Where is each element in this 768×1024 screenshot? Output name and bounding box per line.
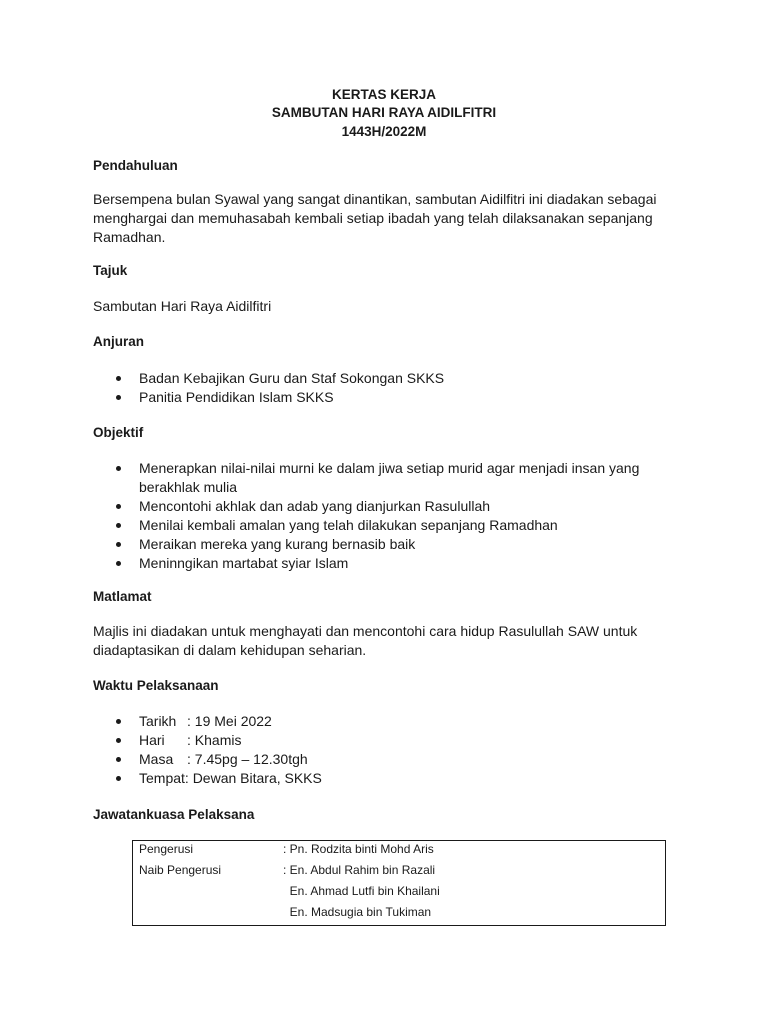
- committee-name: : Pn. Rodzita binti Mohd Aris: [283, 842, 434, 856]
- committee-role: Naib Pengerusi: [139, 863, 222, 877]
- matlamat-paragraph: [93, 622, 683, 660]
- committee-name: En. Madsugia bin Tukiman: [283, 905, 432, 919]
- committee-name: : En. Abdul Rahim bin Razali: [283, 863, 436, 877]
- list-item: [113, 731, 673, 750]
- heading-anjuran: Anjuran: [93, 334, 145, 349]
- bullet-icon: [116, 757, 121, 762]
- matlamat-line: diadaptasikan di dalam kehidupan seharian.: [93, 642, 367, 658]
- bullet-icon: [116, 395, 121, 400]
- bullet-icon: [116, 542, 121, 547]
- waktu-value: : 19 Mei 2022: [187, 713, 272, 729]
- bullet-icon: [116, 719, 121, 724]
- doc-title-line-3: 1443H/2022M: [341, 124, 427, 139]
- waktu-key: Masa: [139, 751, 174, 767]
- objektif-list: [113, 459, 673, 573]
- heading-tajuk: Tajuk: [93, 263, 128, 278]
- list-item: Mencontohi akhlak dan adab yang dianjurkan Rasulullah: [113, 497, 673, 516]
- pendahuluan-line: Bersempena bulan Syawal yang sangat dinantikan, sambutan Aidilfitri ini diadakan sebagai: [93, 191, 657, 207]
- matlamat-line: Majlis ini diadakan untuk menghayati dan mencontohi cara hidup Rasulullah SAW untuk: [93, 623, 638, 639]
- committee-table: [132, 840, 666, 926]
- list-item: Menilai kembali amalan yang telah dilakukan sepanjang Ramadhan: [113, 516, 673, 535]
- bullet-icon: [116, 376, 121, 381]
- waktu-value: : 7.45pg – 12.30tgh: [187, 751, 308, 767]
- tajuk-text: Sambutan Hari Raya Aidilfitri: [93, 298, 272, 314]
- bullet-icon: [116, 504, 121, 509]
- pendahuluan-paragraph: [93, 190, 683, 247]
- bullet-icon: [116, 561, 121, 566]
- anjuran-list: [113, 369, 673, 407]
- bullet-icon: [116, 523, 121, 528]
- doc-title-line-2: SAMBUTAN HARI RAYA AIDILFITRI: [271, 105, 497, 120]
- bullet-icon: [116, 466, 121, 471]
- heading-pendahuluan: Pendahuluan: [93, 158, 178, 173]
- list-item: Meraikan mereka yang kurang bernasib baik: [113, 535, 673, 554]
- waktu-list: [113, 712, 673, 788]
- committee-name: En. Ahmad Lutfi bin Khailani: [283, 884, 440, 898]
- heading-waktu-pelaksanaan: Waktu Pelaksanaan: [93, 678, 219, 693]
- doc-title-line-1: KERTAS KERJA: [331, 87, 436, 102]
- list-item: Menerapkan nilai-nilai murni ke dalam jiwa setiap murid agar menjadi insan yang berakhlak mulia: [113, 459, 673, 497]
- pendahuluan-line: Ramadhan.: [93, 229, 166, 245]
- list-item: Badan Kebajikan Guru dan Staf Sokongan SKKS: [113, 369, 673, 388]
- list-item: [113, 750, 673, 769]
- committee-role: Pengerusi: [139, 842, 194, 856]
- list-item: [113, 712, 673, 731]
- heading-objektif: Objektif: [93, 425, 144, 440]
- pendahuluan-line: menghargai dan memuhasabah kembali setiap ibadah yang telah dilaksanakan sepanjang: [93, 210, 653, 226]
- waktu-key: Hari: [139, 732, 165, 748]
- bullet-icon: [116, 776, 121, 781]
- waktu-value: Tempat: Dewan Bitara, SKKS: [139, 770, 322, 786]
- list-item: Panitia Pendidikan Islam SKKS: [113, 388, 673, 407]
- waktu-key: Tarikh: [139, 713, 177, 729]
- bullet-icon: [116, 738, 121, 743]
- heading-matlamat: Matlamat: [93, 589, 152, 604]
- list-item: Meninngikan martabat syiar Islam: [113, 554, 673, 573]
- heading-jawatankuasa: Jawatankuasa Pelaksana: [93, 807, 255, 822]
- list-item: [113, 769, 673, 788]
- waktu-value: : Khamis: [187, 732, 242, 748]
